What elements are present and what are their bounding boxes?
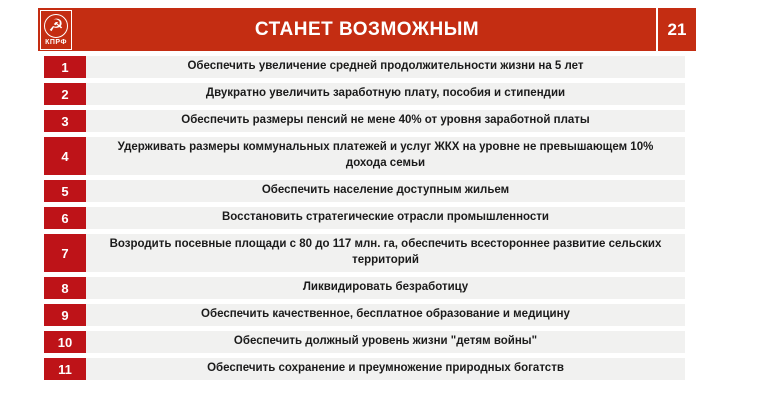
item-number: 3: [61, 113, 69, 129]
item-text: Обеспечить население доступным жильем: [86, 180, 685, 202]
item-text: Возродить посевные площади с 80 до 117 млн. га, обеспечить всестороннее развитие сельских территорий: [86, 234, 685, 272]
item-number-badge: [44, 331, 86, 353]
item-number-badge: [44, 137, 86, 175]
item-number: 1: [61, 59, 69, 75]
item-number: 7: [61, 245, 69, 261]
item-number-badge: [44, 277, 86, 299]
header-bar: [38, 8, 696, 51]
item-text: Восстановить стратегические отрасли промышленности: [86, 207, 685, 229]
list-item: [44, 83, 685, 105]
item-number: 11: [58, 361, 72, 377]
item-number-badge: [44, 180, 86, 202]
list-item: [44, 234, 685, 272]
list-item: [44, 331, 685, 353]
item-text: Обеспечить увеличение средней продолжительности жизни на 5 лет: [86, 56, 685, 78]
item-text: Ликвидировать безработицу: [86, 277, 685, 299]
hammer-and-sickle-icon: ☭: [44, 14, 68, 38]
item-number: 8: [61, 280, 69, 296]
list-item: [44, 207, 685, 229]
list-item: [44, 358, 685, 380]
item-number-badge: [44, 304, 86, 326]
item-text: Обеспечить качественное, бесплатное образование и медицину: [86, 304, 685, 326]
items-list: [44, 56, 685, 380]
item-number-badge: [44, 56, 86, 78]
item-number: 9: [61, 307, 69, 323]
item-text: Обеспечить должный уровень жизни "детям войны": [86, 331, 685, 353]
item-number: 2: [61, 86, 69, 102]
logo-label: КПРФ: [45, 39, 67, 46]
item-number: 6: [61, 210, 69, 226]
list-item: [44, 56, 685, 78]
slide-number: 21: [667, 19, 687, 39]
list-item: [44, 277, 685, 299]
item-number-badge: [44, 358, 86, 380]
list-item: [44, 110, 685, 132]
item-number: 5: [61, 183, 69, 199]
list-item: [44, 180, 685, 202]
item-number: 10: [57, 334, 73, 350]
item-number-badge: [44, 110, 86, 132]
item-text: Удерживать размеры коммунальных платежей и услуг ЖКХ на уровне не превышающем 10% дохода семьи: [86, 137, 685, 175]
list-item: [44, 137, 685, 175]
item-number-badge: [44, 83, 86, 105]
item-text: Обеспечить размеры пенсий не мене 40% от уровня заработной платы: [86, 110, 685, 132]
list-item: [44, 304, 685, 326]
page-title: СТАНЕТ ВОЗМОЖНЫМ: [254, 18, 480, 40]
item-number-badge: [44, 207, 86, 229]
item-text: Двукратно увеличить заработную плату, пособия и стипендии: [86, 83, 685, 105]
item-text: Обеспечить сохранение и преумножение природных богатств: [86, 358, 685, 380]
item-number-badge: [44, 234, 86, 272]
item-number: 4: [61, 148, 69, 164]
